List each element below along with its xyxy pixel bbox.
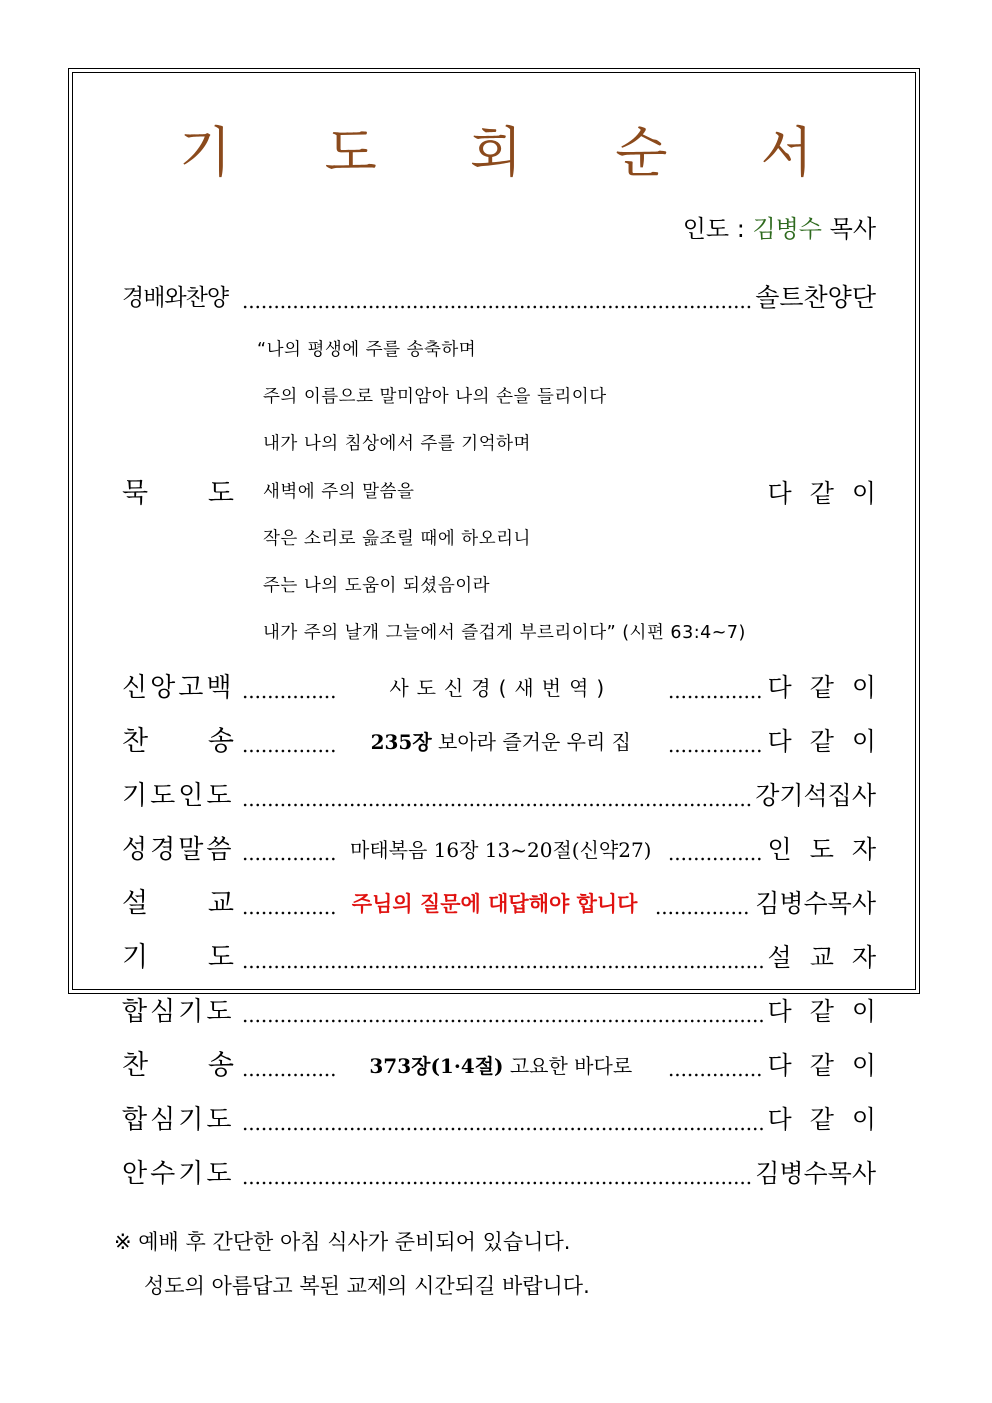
dot-leader: [668, 1056, 764, 1078]
dot-leader: [655, 894, 751, 916]
hymn-number: 235장: [370, 730, 432, 754]
row-label: 합심기도: [122, 997, 235, 1027]
row-person: 다같이: [767, 673, 894, 702]
row-label: 묵 도: [122, 478, 234, 509]
leader-name: 김병수: [752, 215, 822, 243]
dot-leader: [242, 1110, 764, 1132]
order-row-hymn-2: [122, 1046, 894, 1086]
order-row-sermon: [122, 884, 876, 924]
row-person: 솔트찬양단: [755, 283, 876, 312]
dot-leader: [668, 678, 764, 700]
row-person: 설교자: [767, 943, 894, 972]
dot-leader: [242, 732, 338, 754]
row-label: 기도인도: [122, 781, 235, 811]
dot-leader: [242, 1056, 338, 1078]
order-row-silent-prayer: [122, 474, 894, 514]
row-person: 다같이: [767, 479, 894, 508]
order-row-united-prayer-2: [122, 1100, 894, 1140]
row-person: 다같이: [767, 1105, 894, 1134]
hymn-title: 보아라 즐거운 우리 집: [431, 730, 631, 754]
verse-line: 작은 소리로 읊조릴 때에 하오리니: [263, 529, 531, 549]
order-row-prayer: [122, 938, 894, 978]
dot-leader: [242, 678, 338, 700]
hymn-title: 고요한 바다로: [503, 1054, 633, 1078]
notice-line: ※ 예배 후 간단한 아침 식사가 준비되어 있습니다.: [114, 1230, 571, 1254]
hymn-number: 373장(1·4절): [369, 1054, 504, 1078]
row-label: 찬 송: [122, 1050, 234, 1081]
sermon-title: 주님의 질문에 대답해야 합니다: [351, 892, 638, 916]
dot-leader: [242, 840, 338, 862]
order-row-hymn-1: [122, 722, 894, 762]
verse-line: “나의 평생에 주를 송축하며: [257, 340, 477, 360]
row-person: 인도자: [767, 835, 894, 864]
dot-leader: [242, 1002, 764, 1024]
leader-suffix: 목사: [822, 215, 876, 243]
notice-line: 성도의 아름답고 복된 교제의 시간되길 바랍니다.: [144, 1274, 590, 1298]
order-row-worship: [122, 278, 876, 318]
row-label: 안수기도: [122, 1159, 235, 1189]
row-label: 성경말씀: [122, 835, 235, 865]
leader-prefix: 인도 :: [682, 215, 753, 243]
order-row-prayer-lead: [122, 776, 876, 816]
row-label: 설 교: [122, 888, 234, 919]
dot-leader: [668, 840, 764, 862]
row-content: 사도신경(새번역): [389, 676, 613, 700]
verse-line: 내가 주의 날개 그늘에서 즐겁게 부르리이다” (시편 63:4~7): [263, 623, 746, 643]
order-row-united-prayer-1: [122, 992, 894, 1032]
order-row-scripture: [122, 830, 894, 870]
row-label: 경배와찬양: [122, 285, 229, 311]
order-row-laying-hands: [122, 1154, 876, 1194]
page-title: 기 도 회 순 서: [179, 121, 851, 184]
dot-leader: [242, 786, 751, 808]
row-person: 김병수목사: [755, 889, 876, 918]
dot-leader: [242, 948, 764, 970]
verse-line: 주의 이름으로 말미암아 나의 손을 들리이다: [263, 387, 607, 407]
verse-line: 주는 나의 도움이 되셨음이라: [263, 576, 491, 596]
row-label: 합심기도: [122, 1105, 235, 1135]
row-person: 다같이: [767, 997, 894, 1026]
verse-line: 새벽에 주의 말씀을: [263, 482, 415, 502]
dot-leader: [668, 732, 764, 754]
dot-leader: [242, 1164, 751, 1186]
row-person: 김병수목사: [755, 1159, 876, 1188]
dot-leader: [242, 894, 338, 916]
leader-line: [683, 212, 876, 246]
row-person: 강기석집사: [755, 781, 876, 810]
row-content: [342, 1046, 660, 1086]
dot-leader: [242, 288, 751, 310]
row-person: 다같이: [767, 1051, 894, 1080]
order-row-creed: [122, 668, 894, 708]
row-content: 마태복음 16장 13~20절(신약27): [350, 838, 652, 862]
verse-line: 내가 나의 침상에서 주를 기억하며: [263, 434, 531, 454]
row-label: 신앙고백: [122, 673, 235, 703]
row-content: [342, 722, 660, 762]
row-label: 기 도: [122, 942, 234, 973]
row-label: 찬 송: [122, 726, 234, 757]
row-person: 다같이: [767, 727, 894, 756]
